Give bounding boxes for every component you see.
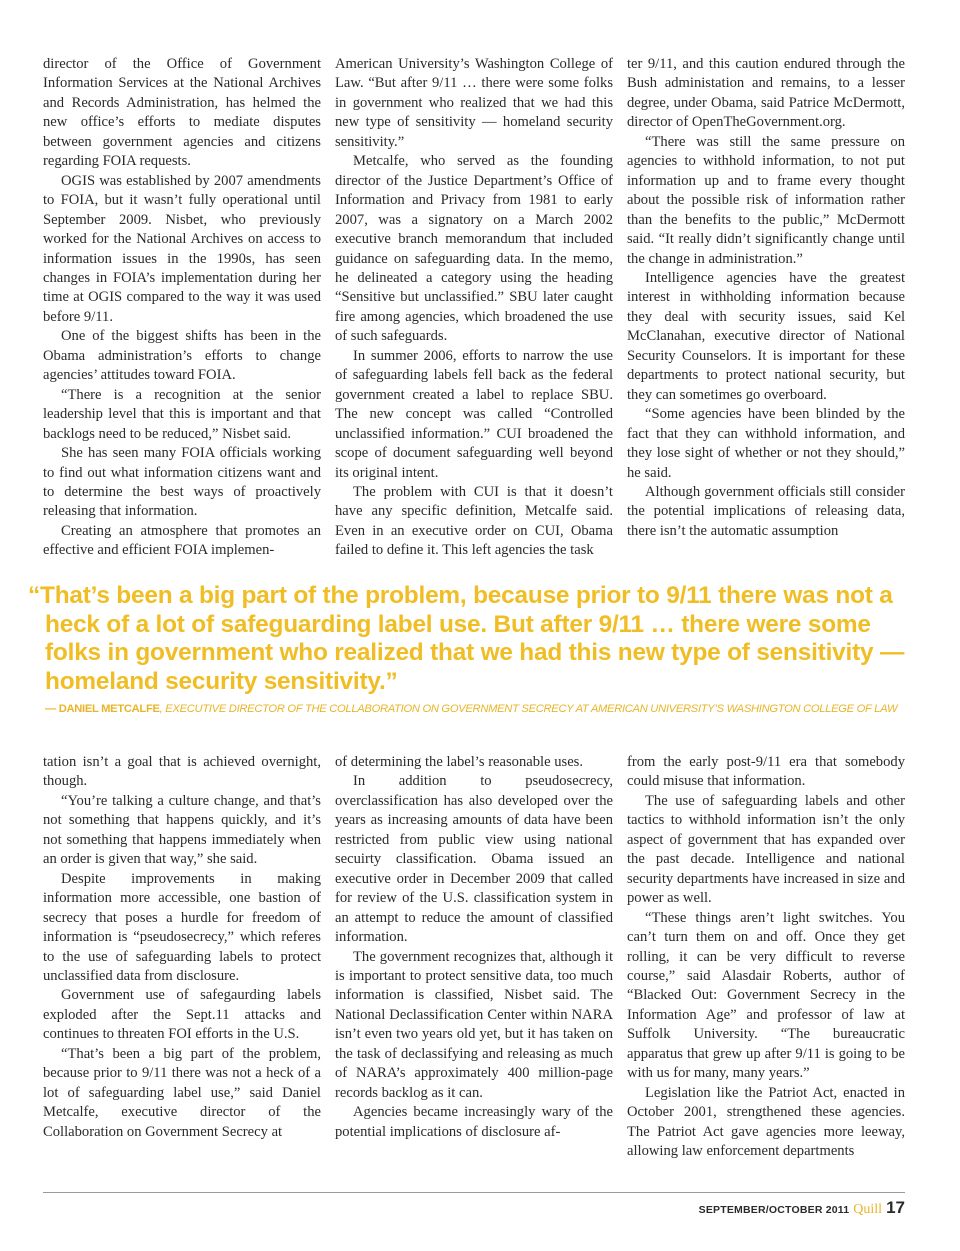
paragraph: The use of safeguarding labels and other tactics to withhold information isn’t the only aspect of government that has expanded over the past decade. Intelligence and national security departments have increased in size and power as well.: [627, 792, 905, 907]
paragraph: tation isn’t a goal that is achieved overnight, though.: [43, 754, 321, 790]
paragraph: She has seen many FOIA officials working to find out what information citizens want and to determine the best ways of proactively releasing that information.: [43, 445, 321, 520]
column-2: [335, 55, 613, 561]
paragraph: The government recognizes that, although it is important to protect sensitive data, too much information is classified, Nisbet said. The National Declassification Center within NARA isn’t even two years old yet, but it has taken on the task of declassifying and releasing as much of NARA’s approximately 400 million-page records backlog as it can.: [335, 948, 613, 1101]
article-columns-top: [43, 55, 905, 561]
paragraph: OGIS was established by 2007 amendments to FOIA, but it wasn’t fully operational until September 2009. Nisbet, who previously worked for the National Archives on access to information issues in the 1990s, has seen changes in FOIA’s implementation during her time at OGIS compared to the way it was used before 9/11.: [43, 172, 321, 325]
paragraph: One of the biggest shifts has been in the Obama administration’s efforts to change agencies’ attitudes toward FOIA.: [43, 328, 321, 384]
page-number: 17: [886, 1198, 905, 1217]
paragraph: Despite improvements in making information more accessible, one bastion of secrecy that poses a hurdle for freedom of information is “pseudosecrecy,” which referes to the use of safeguarding labels to protect unclassified data from disclosure.: [43, 870, 321, 984]
paragraph: Metcalfe, who served as the founding director of the Justice Department’s Office of Information and Privacy from 1981 to early 2007, was a signatory on a March 2002 executive branch memorandum that included guidance on safeguarding data. In the memo, he delineated a category using the heading “Sensitive but unclassified.” SBU later caught fire among agencies, which broadened the use of such safeguards.: [335, 153, 613, 345]
paragraph: “These things aren’t light switches. You can’t turn them on and off. Once they get rolling, it can be very difficult to reverse course,” said Alasdair Roberts, author of “Blacked Out: Government Secrecy in the Information Age” and professor of law at Suffolk University. “The bureaucratic apparatus that grew up after 9/11 is going to be with us for many, many years.”: [627, 909, 905, 1082]
paragraph: In summer 2006, efforts to narrow the use of safeguarding labels fell back as the federal government created a label to replace SBU. The new concept was called “Controlled unclassified information.” CUI broadened the scope of document safeguarding well beyond its original intent.: [335, 347, 613, 481]
paragraph: ter 9/11, and this caution endured through the Bush administation and remains, to a lesser degree, under Obama, said Patrice McDermott, director of OpenTheGovernment.org.: [627, 56, 905, 131]
attribution-name: — DANIEL METCALFE: [45, 703, 160, 716]
paragraph: The problem with CUI is that it doesn’t have any specific definition, Metcalfe said. Even in an executive order on CUI, Obama failed to define it. This left agencies the task: [335, 483, 613, 559]
paragraph: of determining the label’s reasonable uses.: [335, 754, 584, 770]
paragraph: Intelligence agencies have the greatest interest in withholding information because they deal with security issues, said Kel McClanahan, executive director of National Security Counselors. It is important for these departments to protect national security, but they can sometimes go overboard.: [627, 269, 905, 403]
paragraph: In addition to pseudosecrecy, overclassification has also developed over the years as increasing amounts of data have been restricted from public view using national secuirty classification. Obama issued an executive order in December 2009 that called for review of the U.S. classification system in an attempt to reduce the amount of classified information.: [335, 773, 613, 946]
paragraph: from the early post-9/11 era that somebody could misuse that information.: [627, 754, 905, 790]
paragraph: Government use of safegaurding labels exploded after the Sept.11 attacks and continues to threaten FOI efforts in the U.S.: [43, 987, 321, 1043]
column-2: [335, 753, 613, 1162]
column-3: [627, 753, 905, 1162]
paragraph: director of the Office of Government Information Services at the National Archives and Records Administration, has helmed the new office’s efforts to mediate disputes between government agencies and citizens regarding FOIA requests.: [43, 56, 321, 170]
column-1: [43, 55, 321, 561]
paragraph: Legislation like the Patriot Act, enacted in October 2001, strengthened these agencies. The Patriot Act gave agencies more leeway, allowing law enforcement departments: [627, 1084, 905, 1160]
paragraph: “You’re talking a culture change, and that’s not something that happens quickly, and it’s not something that happens immediately when an order is given that way,” she said.: [43, 792, 321, 868]
magazine-name: Quill: [853, 1202, 883, 1217]
paragraph: American University’s Washington College of Law. “But after 9/11 … there were some folks in government who realized that we had this new type of sensitivity — homeland security sensitivity.”: [335, 56, 613, 150]
column-3: [627, 55, 905, 561]
issue-date: SEPTEMBER/OCTOBER 2011: [698, 1204, 850, 1216]
page-footer: [699, 1198, 905, 1218]
paragraph: Although government officials still consider the potential implications of releasing data, there isn’t the automatic assumption: [627, 483, 905, 539]
paragraph: “That’s been a big part of the problem, because prior to 9/11 there was not a heck of a lot of safeguarding label use,” said Daniel Metcalfe, executive director of the Collaboration on Government Secrecy at: [43, 1045, 321, 1140]
paragraph: Creating an atmosphere that promotes an effective and efficient FOIA implemen-: [43, 522, 321, 559]
attribution-title: , EXECUTIVE DIRECTOR OF THE COLLABORATION ON GOVERNMENT SECRECY AT AMERICAN UNIVERSITY’S WASHINGTON COLLEGE OF LAW: [159, 703, 898, 716]
pull-quote-attribution: [45, 703, 918, 715]
paragraph: “There was still the same pressure on agencies to withhold information, to not put information up and to frame every thought about the possible risk of information rather than the benefits to the public,” McDermott said. “It really didn’t significantly change until the change in administration.”: [627, 133, 905, 267]
paragraph: “There is a recognition at the senior leadership level that this is important and that backlogs need to be reduced,” Nisbet said.: [43, 386, 321, 442]
footer-divider: [43, 1192, 905, 1193]
column-1: [43, 753, 321, 1162]
paragraph: “Some agencies have been blinded by the fact that they can withhold information, and they lose sight of whether or not they should,” he said.: [627, 406, 905, 481]
pull-quote: [28, 582, 918, 715]
paragraph: Agencies became increasingly wary of the potential implications of disclosure af-: [335, 1104, 613, 1140]
article-columns-bottom: [43, 753, 905, 1162]
pull-quote-text: “That’s been a big part of the problem, because prior to 9/11 there was not a heck of a lot of safeguarding label use. But after 9/11 … there were some folks in government who realized that we had this new type of sensitivity — homeland security sensitivity.”: [28, 582, 905, 695]
